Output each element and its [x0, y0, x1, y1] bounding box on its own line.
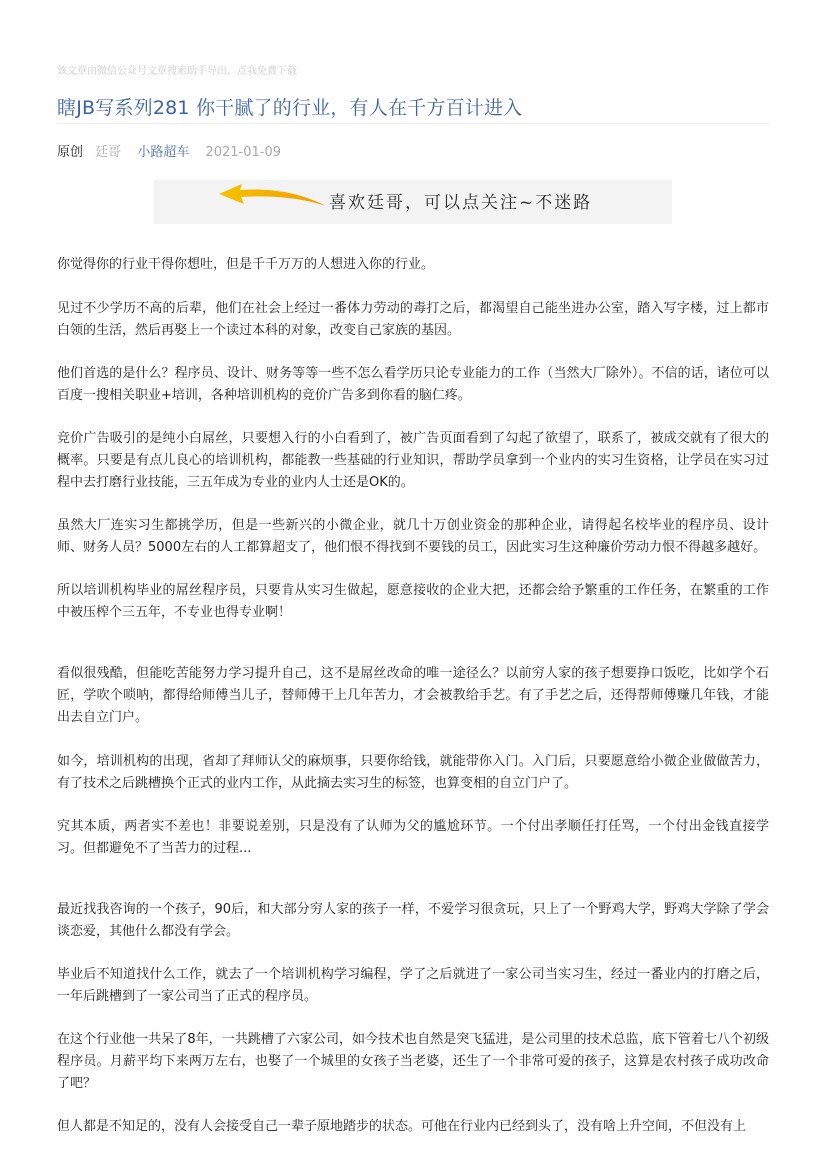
banner-text: 喜欢廷哥，可以点关注~不迷路	[329, 193, 593, 213]
paragraph: 他们首选的是什么？程序员、设计、财务等等一些不怎么看学历只论专业能力的工作（当然大厂除外）。不信的话，诸位可以百度一搜相关职业+培训，各种培训机构的竞价广告多到你看的脑仁疼。	[57, 366, 769, 403]
paragraph: 竞价广告吸引的是纯小白屌丝，只要想入行的小白看到了，被广告页面看到了勾起了欲望了，联系了，被成交就有了很大的概率。只要是有点儿良心的培训机构，都能教一些基础的行业知识，帮助学员拿到一个业内的实习生资格，让学员在实习过程中去打磨行业技能，三五年成为专业的业内人士还是OK的。	[57, 431, 769, 490]
paragraph: 但人都是不知足的，没有人会接受自己一辈子原地踏步的状态。可他在行业内已经到头了，没有啥上升空间，不但没有上	[57, 1119, 747, 1134]
paragraph: 所以培训机构毕业的屌丝程序员，只要肯从实习生做起，愿意接收的企业大把，还都会给予繁重的工作任务，在繁重的工作中被压榨个三五年，不专业也得专业啊！	[57, 583, 769, 620]
article-body	[57, 254, 769, 1138]
article-meta	[57, 141, 289, 160]
title-divider	[57, 123, 769, 124]
paragraph: 毕业后不知道找什么工作，就去了一个培训机构学习编程，学了之后就进了一家公司当实习生，经过一番业内的打磨之后，一年后跳槽到了一家公司当了正式的程序员。	[57, 967, 769, 1004]
paragraph: 看似很残酷，但能吃苦能努力学习提升自己，这不是屌丝改命的唯一途径么？以前穷人家的孩子想要挣口饭吃，比如学个石匠，学吹个唢呐，都得给师傅当儿子，替师傅干上几年苦力，才会被教给手艺。有了手艺之后，还得帮师傅赚几年钱，才能出去自立门户。	[57, 666, 769, 725]
follow-banner	[154, 180, 672, 224]
paragraph: 见过不少学历不高的后辈，他们在社会上经过一番体力劳动的毒打之后，都渴望自己能坐进办公室，踏入写字楼，过上都市白领的生活，然后再娶上一个读过本科的对象，改变自己家族的基因。	[57, 301, 769, 338]
paragraph: 究其本质，两者实不差也！非要说差别，只是没有了认师为父的尴尬环节。一个付出孝顺任打任骂，一个付出金钱直接学习。但都避免不了当苦力的过程...	[57, 819, 769, 856]
paragraph: 在这个行业他一共呆了8年，一共跳槽了六家公司，如今技术也自然是突飞猛进，是公司里的技术总监，底下管着七八个初级程序员。月薪平均下来两万左右，也娶了一个城里的女孩子当老婆，还生了一个非常可爱的孩子，这算是农村孩子成功改命了吧？	[57, 1032, 769, 1091]
paragraph: 如今，培训机构的出现，省却了拜师认父的麻烦事，只要你给钱，就能带你入门。入门后，只要愿意给小微企业做做苦力，有了技术之后跳槽换个正式的业内工作，从此摘去实习生的标签，也算变相的自立门户了。	[57, 754, 769, 791]
paragraph: 最近找我咨询的一个孩子，90后，和大部分穷人家的孩子一样，不爱学习很贪玩，只上了一个野鸡大学，野鸡大学除了学会谈恋爱，其他什么都没有学会。	[57, 902, 769, 939]
article-title: 瞎JB写系列281 你干腻了的行业，有人在千方百计进入	[57, 97, 523, 119]
original-tag: 原创	[57, 145, 84, 160]
golden-arrow-icon	[214, 182, 334, 222]
account-link[interactable]: 小路超车	[137, 145, 190, 160]
export-notice-link[interactable]: 该文章由微信公众号文章搜索助手导出，点我免费下载	[57, 66, 297, 77]
publish-date: 2021-01-09	[205, 145, 282, 160]
author-name: 廷哥	[95, 145, 122, 160]
paragraph: 虽然大厂连实习生都挑学历，但是一些新兴的小微企业，就几十万创业资金的那种企业，请得起名校毕业的程序员、设计师、财务人员？5000左右的人工都算超支了，他们恨不得找到不要钱的员工，因此实习生这种廉价劳动力恨不得越多越好。	[57, 518, 769, 555]
paragraph: 你觉得你的行业干得你想吐，但是千千万万的人想进入你的行业。	[57, 257, 435, 272]
